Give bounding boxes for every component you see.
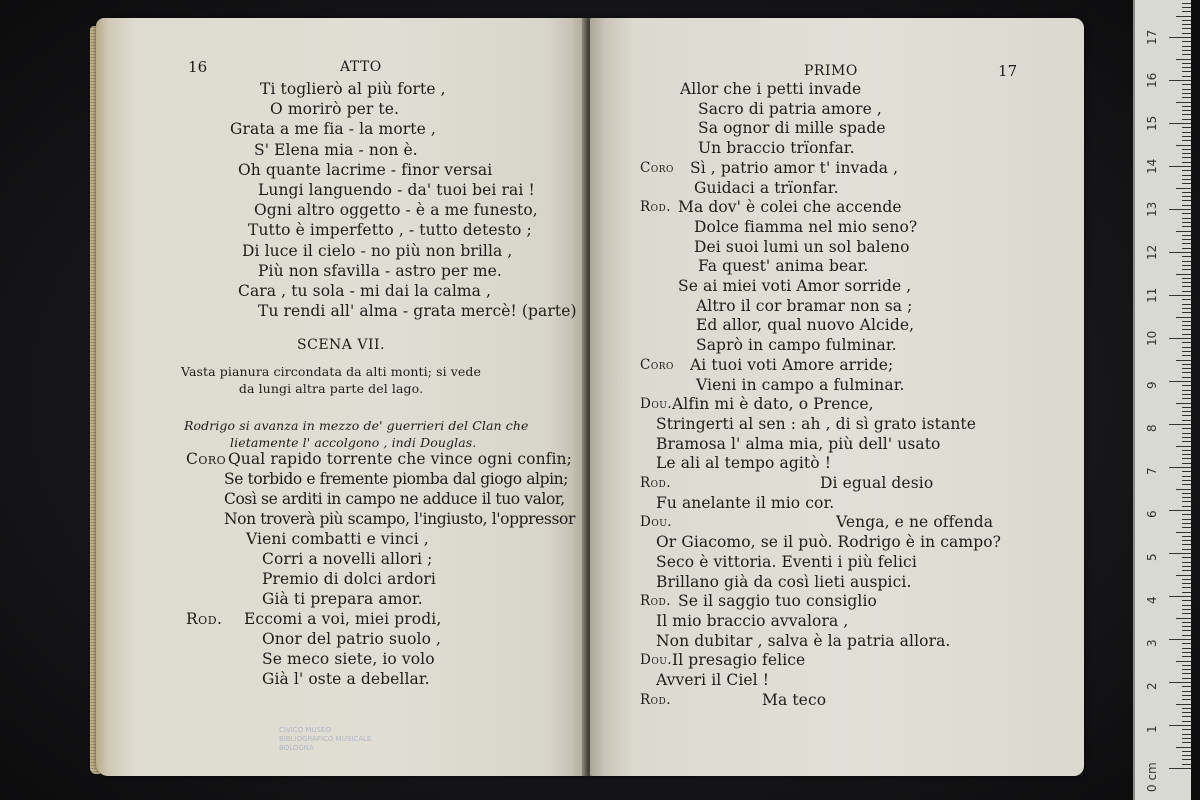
verse-line: Ed allor, qual nuovo Alcide, xyxy=(696,316,915,335)
ruler-unit-label: 0 cm xyxy=(1145,762,1159,792)
verse-line: Stringerti al sen : ah , di sì grato istante xyxy=(656,414,977,433)
verse-line: Fa quest' anima bear. xyxy=(698,257,869,276)
ruler-tick xyxy=(1182,153,1191,154)
ruler-tick xyxy=(1182,132,1191,133)
ruler-tick xyxy=(1182,63,1191,64)
ruler-tick xyxy=(1182,304,1191,305)
ruler-tick xyxy=(1182,506,1191,507)
ruler-tick xyxy=(1176,102,1191,103)
ruler-tick xyxy=(1176,360,1191,361)
ruler-tick xyxy=(1182,385,1191,386)
ruler-tick xyxy=(1182,540,1191,541)
ruler-tick xyxy=(1182,226,1191,227)
speaker-label: Dou. xyxy=(640,514,673,531)
ruler-tick xyxy=(1182,218,1191,219)
running-head-right: PRIMO xyxy=(804,63,858,79)
ruler-number: 16 xyxy=(1145,72,1159,88)
ruler-tick xyxy=(1182,450,1191,451)
verse-line: Più non sfavilla - astro per me. xyxy=(258,261,502,280)
ruler-tick xyxy=(1176,317,1191,318)
verse-line: Allor che i petti invade xyxy=(680,80,862,98)
speaker-label: Rod. xyxy=(640,199,672,216)
ruler-tick xyxy=(1182,192,1191,193)
ruler-tick xyxy=(1182,372,1191,373)
ruler-tick xyxy=(1182,248,1191,249)
verse-line: Qual rapido torrente che vince ogni confin; xyxy=(228,450,572,468)
ruler-tick xyxy=(1182,261,1191,262)
verse-line: Se ai miei voti Amor sorride , xyxy=(678,277,912,295)
ruler-tick xyxy=(1182,626,1191,627)
ruler-tick xyxy=(1182,454,1191,455)
ruler-tick xyxy=(1182,764,1191,765)
ruler-tick xyxy=(1182,686,1191,687)
ruler-tick xyxy=(1169,338,1191,339)
ruler-tick xyxy=(1182,162,1191,163)
verse-line: Corri a novelli allori ; xyxy=(262,550,433,568)
ruler-tick xyxy=(1176,188,1191,189)
ruler-tick xyxy=(1182,549,1191,550)
library-stamp xyxy=(279,726,399,774)
ruler-tick xyxy=(1182,587,1191,588)
ruler-tick xyxy=(1182,579,1191,580)
ruler-number: 7 xyxy=(1145,467,1159,475)
ruler-tick xyxy=(1182,729,1191,730)
ruler-tick xyxy=(1182,471,1191,472)
ruler-tick xyxy=(1182,669,1191,670)
verse-line: Cara , tu sola - mi dai la calma , xyxy=(238,282,492,300)
ruler-tick xyxy=(1182,570,1191,571)
ruler-tick xyxy=(1182,170,1191,171)
ruler-tick xyxy=(1182,583,1191,584)
ruler-number: 2 xyxy=(1145,682,1159,690)
verse-line: Avveri il Ciel ! xyxy=(656,671,770,689)
verse-line: Sì , patrio amor t' invada , xyxy=(690,158,899,177)
speaker-label: Rod. xyxy=(640,475,672,491)
ruler-tick xyxy=(1182,759,1191,760)
ruler-tick xyxy=(1182,377,1191,378)
open-book xyxy=(96,18,1086,780)
ruler-tick xyxy=(1182,712,1191,713)
ruler-tick xyxy=(1169,252,1191,253)
verse-line: Or Giacomo, se il può. Rodrigo è in campo? xyxy=(656,533,1002,552)
speaker-label: Dou. xyxy=(640,396,673,413)
ruler-tick xyxy=(1182,106,1191,107)
ruler-tick xyxy=(1182,110,1191,111)
ruler-tick xyxy=(1182,691,1191,692)
ruler-tick xyxy=(1182,54,1191,55)
ruler-tick xyxy=(1182,50,1191,51)
verse-line: Fu anelante il mio cor. xyxy=(656,493,835,512)
running-head-left: ATTO xyxy=(340,59,382,75)
ruler-tick xyxy=(1182,119,1191,120)
ruler-tick xyxy=(1182,329,1191,330)
ruler-number: 1 xyxy=(1145,725,1159,733)
ruler-tick xyxy=(1182,600,1191,601)
ruler-tick xyxy=(1182,463,1191,464)
stamp-line: CIVICO MUSEO xyxy=(279,726,331,734)
ruler-tick xyxy=(1182,222,1191,223)
verse-line: Tutto è imperfetto , - tutto detesto ; xyxy=(248,221,532,240)
right-page xyxy=(590,18,1084,776)
verse-line: Il mio braccio avvalora , xyxy=(656,611,849,630)
ruler-tick xyxy=(1182,364,1191,365)
ruler-tick xyxy=(1182,76,1191,77)
ruler-tick xyxy=(1182,175,1191,176)
ruler-tick xyxy=(1182,497,1191,498)
ruler-tick xyxy=(1182,7,1191,8)
ruler-tick xyxy=(1182,149,1191,150)
ruler-number: 8 xyxy=(1145,424,1159,432)
ruler-tick xyxy=(1182,140,1191,141)
verse-line: Non dubitar , salva è la patria allora. xyxy=(656,631,951,650)
ruler-tick xyxy=(1182,514,1191,515)
ruler-tick xyxy=(1182,605,1191,606)
verse-line: Così se arditi in campo ne adduce il tuo valor, xyxy=(224,490,565,508)
stage-direction-line-1: Rodrigo si avanza in mezzo de' guerrieri del Clan che xyxy=(184,418,529,433)
speaker-label: Rod. xyxy=(640,691,672,708)
ruler-tick xyxy=(1182,678,1191,679)
ruler-tick xyxy=(1182,437,1191,438)
ruler-tick xyxy=(1182,428,1191,429)
ruler-tick xyxy=(1182,20,1191,21)
ruler-tick xyxy=(1182,592,1191,593)
verse-line: Di luce il cielo - no più non brilla , xyxy=(242,241,513,260)
verse-line: Ai tuoi voti Amore arride; xyxy=(690,355,894,374)
ruler-tick xyxy=(1182,114,1191,115)
ruler-tick xyxy=(1182,433,1191,434)
ruler-tick xyxy=(1182,312,1191,313)
ruler-tick xyxy=(1182,699,1191,700)
ruler-tick xyxy=(1182,24,1191,25)
ruler-tick xyxy=(1182,544,1191,545)
page-number-left: 16 xyxy=(188,58,208,76)
ruler-tick xyxy=(1182,643,1191,644)
ruler-tick xyxy=(1182,519,1191,520)
ruler-tick xyxy=(1182,256,1191,257)
ruler-tick xyxy=(1182,613,1191,614)
ruler-tick xyxy=(1182,235,1191,236)
verse-line: Se il saggio tuo consiglio xyxy=(678,592,877,611)
ruler-tick xyxy=(1182,630,1191,631)
ruler-number: 4 xyxy=(1145,596,1159,604)
verse-line: Un braccio trïonfar. xyxy=(698,139,855,158)
verse-line: Già l' oste a debellar. xyxy=(262,670,430,688)
verse-line: Venga, e ne offenda xyxy=(836,513,994,532)
ruler-tick xyxy=(1182,665,1191,666)
ruler-tick xyxy=(1182,200,1191,201)
ruler-tick xyxy=(1176,274,1191,275)
ruler-tick xyxy=(1182,205,1191,206)
verse-line: Eccomi a voi, miei prodi, xyxy=(244,610,442,628)
ruler-tick xyxy=(1169,123,1191,124)
ruler-tick xyxy=(1182,368,1191,369)
ruler-tick xyxy=(1169,725,1191,726)
ruler-tick xyxy=(1182,695,1191,696)
ruler-tick xyxy=(1182,738,1191,739)
verse-line: Sa ognor di mille spade xyxy=(698,119,886,138)
ruler-tick xyxy=(1182,656,1191,657)
speaker-label: Coro xyxy=(186,450,227,468)
ruler-tick xyxy=(1176,403,1191,404)
ruler-tick xyxy=(1182,269,1191,270)
ruler-tick xyxy=(1169,295,1191,296)
ruler-tick xyxy=(1176,489,1191,490)
verse-line: Vieni combatti e vinci , xyxy=(246,530,429,548)
ruler-tick xyxy=(1182,282,1191,283)
ruler-tick xyxy=(1182,734,1191,735)
ruler-tick xyxy=(1176,446,1191,447)
verse-line: S' Elena mia - non è. xyxy=(254,140,418,159)
ruler-tick xyxy=(1182,334,1191,335)
verse-line: Sacro di patria amore , xyxy=(698,99,882,118)
ruler-tick xyxy=(1176,532,1191,533)
ruler-tick xyxy=(1182,299,1191,300)
ruler-tick xyxy=(1182,480,1191,481)
ruler-tick xyxy=(1182,390,1191,391)
verse-line: Non troverà più scampo, l'ingiusto, l'oppressor xyxy=(224,510,575,528)
verse-line: Brillano già da così lieti auspici. xyxy=(656,572,912,591)
verse-line: Già ti prepara amor. xyxy=(262,590,423,608)
verse-line: Se torbido e fremente piomba dal giogo alpin; xyxy=(224,470,569,488)
verse-line: Onor del patrio suolo , xyxy=(262,630,442,648)
ruler-tick xyxy=(1182,278,1191,279)
ruler-tick xyxy=(1176,145,1191,146)
verse-line: Grata a me fia - la morte , xyxy=(230,120,436,139)
verse-line: Oh quante lacrime - finor versai xyxy=(238,160,493,179)
speaker-label: Rod. xyxy=(186,610,223,628)
ruler-tick xyxy=(1176,16,1191,17)
ruler-tick xyxy=(1182,127,1191,128)
verse-line: Lungi languendo - da' tuoi bei rai ! xyxy=(258,181,535,199)
ruler-tick xyxy=(1182,609,1191,610)
ruler-tick xyxy=(1169,209,1191,210)
scene-desc-line-2: da lungi altra parte del lago. xyxy=(238,381,424,396)
ruler-tick xyxy=(1182,407,1191,408)
ruler-tick xyxy=(1169,166,1191,167)
ruler-tick xyxy=(1182,342,1191,343)
ruler-tick xyxy=(1182,755,1191,756)
ruler-tick xyxy=(1182,84,1191,85)
ruler-tick xyxy=(1182,286,1191,287)
ruler-tick xyxy=(1182,648,1191,649)
stamp-line: BOLOGNA xyxy=(279,744,314,752)
page-number-right: 17 xyxy=(998,62,1018,80)
verse-line: Altro il cor bramar non sa ; xyxy=(696,296,913,315)
ruler-tick xyxy=(1182,493,1191,494)
ruler-tick xyxy=(1169,596,1191,597)
ruler-number: 3 xyxy=(1145,639,1159,647)
ruler-number: 13 xyxy=(1145,201,1159,217)
ruler-tick xyxy=(1176,618,1191,619)
verse-line: Tu rendi all' alma - grata mercè! (parte) xyxy=(258,302,577,321)
ruler-tick xyxy=(1169,424,1191,425)
ruler-tick xyxy=(1169,768,1191,769)
ruler-tick xyxy=(1169,510,1191,511)
ruler-number: 14 xyxy=(1145,158,1159,174)
ruler-tick xyxy=(1182,291,1191,292)
scene-title: SCENA VII. xyxy=(297,337,385,353)
ruler-tick xyxy=(1182,3,1191,4)
ruler-tick xyxy=(1182,308,1191,309)
verse-line: Bramosa l' alma mia, più dell' usato xyxy=(656,434,941,453)
verse-line: Vieni in campo a fulminar. xyxy=(696,375,905,394)
ruler-tick xyxy=(1182,458,1191,459)
ruler-tick xyxy=(1182,351,1191,352)
verse-line: Le ali al tempo agitò ! xyxy=(656,454,832,473)
ruler-tick xyxy=(1176,59,1191,60)
ruler-tick xyxy=(1182,179,1191,180)
ruler-number: 17 xyxy=(1145,29,1159,45)
ruler-tick xyxy=(1182,213,1191,214)
ruler-tick xyxy=(1182,89,1191,90)
ruler-tick xyxy=(1182,501,1191,502)
verse-line: Dei suoi lumi un sol baleno xyxy=(694,237,910,256)
ruler-tick xyxy=(1182,411,1191,412)
ruler-tick xyxy=(1182,441,1191,442)
scene-desc-line-1: Vasta pianura circondata da alti monti; si vede xyxy=(180,364,482,379)
ruler-tick xyxy=(1182,398,1191,399)
ruler-tick xyxy=(1182,41,1191,42)
ruler-tick xyxy=(1169,682,1191,683)
verse-line: Il presagio felice xyxy=(672,651,806,670)
speaker-label: Dou. xyxy=(640,652,673,669)
ruler-tick xyxy=(1182,11,1191,12)
ruler-tick xyxy=(1182,265,1191,266)
verse-line: Ogni altro oggetto - è a me funesto, xyxy=(254,201,538,220)
ruler-tick xyxy=(1182,321,1191,322)
ruler-tick xyxy=(1182,566,1191,567)
verse-line: Se meco siete, io volo xyxy=(262,650,435,668)
ruler-tick xyxy=(1182,157,1191,158)
ruler-tick xyxy=(1182,484,1191,485)
ruler-tick xyxy=(1182,420,1191,421)
verse-line: Ma teco xyxy=(762,690,827,709)
ruler-number: 9 xyxy=(1145,381,1159,389)
ruler-tick xyxy=(1169,381,1191,382)
verse-line: Ti toglierò al più forte , xyxy=(260,80,446,98)
verse-line: O morirò per te. xyxy=(270,100,400,119)
ruler-tick xyxy=(1182,721,1191,722)
ruler-tick xyxy=(1182,136,1191,137)
ruler-number: 10 xyxy=(1145,330,1159,346)
ruler-tick xyxy=(1182,476,1191,477)
stamp-line: BIBLIOGRAFICO MUSICALE xyxy=(279,735,372,743)
ruler-tick xyxy=(1182,33,1191,34)
stage-direction-line-2: lietamente l' accolgono , indi Douglas. xyxy=(230,435,477,450)
ruler-tick xyxy=(1182,347,1191,348)
ruler-tick xyxy=(1182,527,1191,528)
verse-line: Premio di dolci ardori xyxy=(262,570,436,588)
ruler-tick xyxy=(1182,673,1191,674)
ruler-tick xyxy=(1182,394,1191,395)
ruler-tick xyxy=(1182,562,1191,563)
ruler-tick xyxy=(1176,231,1191,232)
ruler-tick xyxy=(1182,557,1191,558)
ruler-tick xyxy=(1182,28,1191,29)
ruler-tick xyxy=(1169,639,1191,640)
ruler-tick xyxy=(1182,652,1191,653)
left-page xyxy=(96,18,586,776)
ruler-tick xyxy=(1182,325,1191,326)
ruler-tick xyxy=(1182,751,1191,752)
speaker-label: Coro xyxy=(640,159,674,176)
measuring-ruler xyxy=(1133,0,1191,800)
ruler-number: 5 xyxy=(1145,553,1159,561)
speaker-label: Rod. xyxy=(640,593,672,610)
verse-line: Saprò in campo fulminar. xyxy=(696,336,897,355)
ruler-tick xyxy=(1182,93,1191,94)
ruler-tick xyxy=(1182,71,1191,72)
ruler-tick xyxy=(1176,661,1191,662)
verse-line: Alfin mi è dato, o Prence, xyxy=(672,395,874,414)
ruler-tick xyxy=(1182,708,1191,709)
ruler-tick xyxy=(1182,97,1191,98)
ruler-tick xyxy=(1182,635,1191,636)
ruler-tick xyxy=(1182,355,1191,356)
ruler-number: 15 xyxy=(1145,115,1159,131)
ruler-tick xyxy=(1176,747,1191,748)
verse-line: Ma dov' è colei che accende xyxy=(678,198,902,217)
ruler-tick xyxy=(1182,716,1191,717)
ruler-tick xyxy=(1182,415,1191,416)
ruler-tick xyxy=(1169,80,1191,81)
verse-line: Seco è vittoria. Eventi i più felici xyxy=(656,552,917,571)
ruler-tick xyxy=(1182,239,1191,240)
ruler-tick xyxy=(1182,183,1191,184)
ruler-number: 6 xyxy=(1145,510,1159,518)
ruler-tick xyxy=(1182,523,1191,524)
ruler-tick xyxy=(1182,243,1191,244)
ruler-tick xyxy=(1176,575,1191,576)
ruler-tick xyxy=(1182,742,1191,743)
ruler-tick xyxy=(1182,622,1191,623)
ruler-tick xyxy=(1169,37,1191,38)
verse-line: Dolce fiamma nel mio seno? xyxy=(694,217,918,236)
ruler-tick xyxy=(1182,536,1191,537)
ruler-number: 12 xyxy=(1145,244,1159,260)
verse-line: Guidaci a trïonfar. xyxy=(694,178,839,197)
ruler-tick xyxy=(1182,46,1191,47)
ruler-tick xyxy=(1182,196,1191,197)
ruler-number: 11 xyxy=(1145,287,1159,303)
ruler-tick xyxy=(1176,704,1191,705)
ruler-tick xyxy=(1169,553,1191,554)
speaker-label: Coro xyxy=(640,356,674,373)
ruler-tick xyxy=(1182,67,1191,68)
ruler-tick xyxy=(1169,467,1191,468)
verse-line: Di egual desio xyxy=(820,474,934,492)
